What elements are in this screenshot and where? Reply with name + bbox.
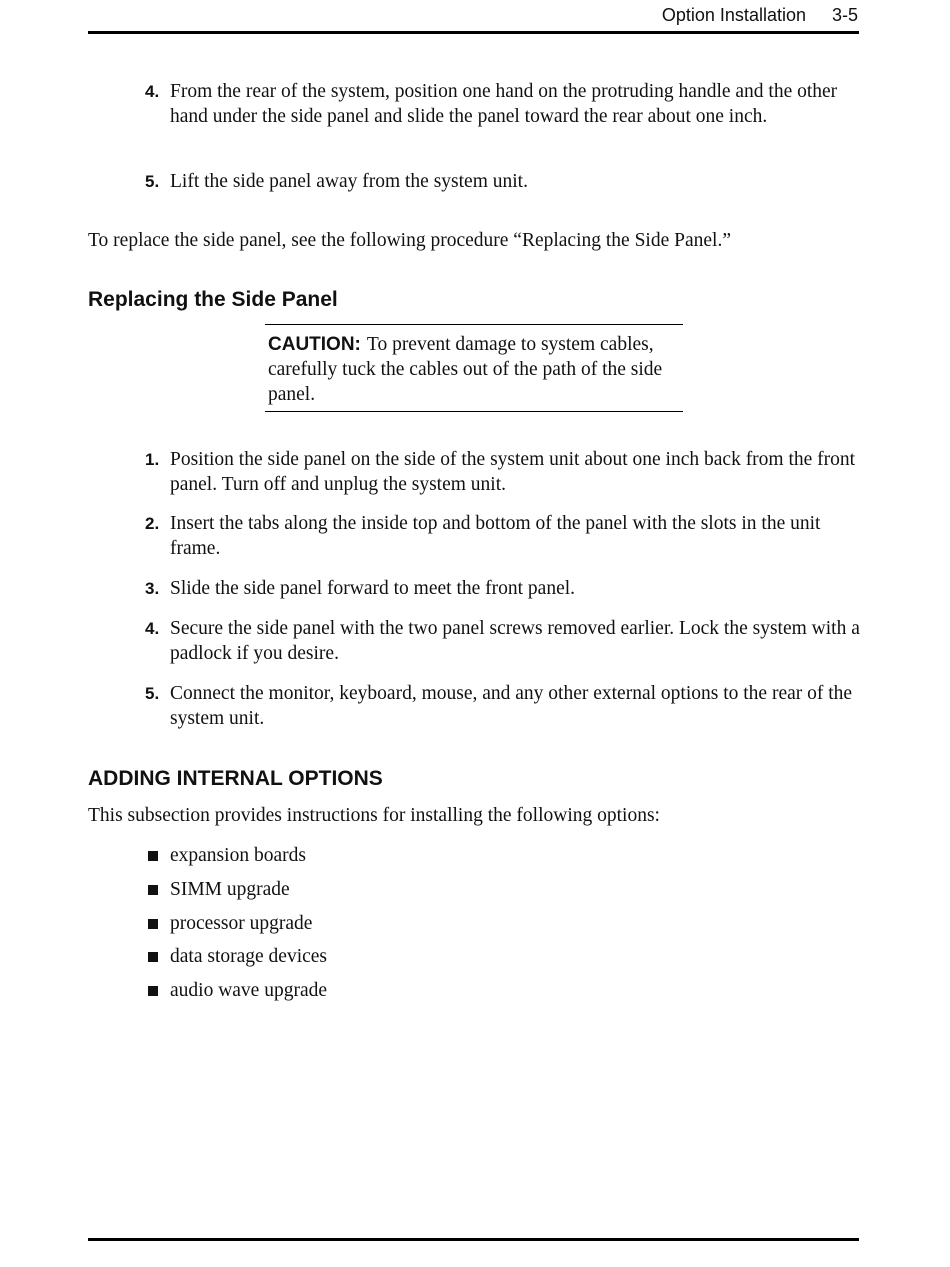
step-number: 5.: [145, 684, 160, 703]
adding-options-heading: ADDING INTERNAL OPTIONS: [88, 767, 383, 790]
step-number: 4.: [145, 619, 160, 638]
step-number: 3.: [145, 579, 160, 598]
option-list-item: [145, 843, 745, 868]
step-text: Position the side panel on the side of the system unit about one inch back from the front panel. Turn off and unplug the system unit.: [170, 449, 856, 495]
step-text: Insert the tabs along the inside top and bottom of the panel with the slots in the unit frame.: [170, 513, 821, 559]
caution-box: [265, 324, 683, 412]
replacing-heading: Replacing the Side Panel: [88, 288, 338, 311]
caution-notice: [268, 332, 678, 407]
footer-rule: [88, 1238, 859, 1241]
square-bullet-icon: [148, 851, 158, 861]
option-label: data storage devices: [170, 946, 328, 967]
square-bullet-icon: [148, 885, 158, 895]
adding-options-intro: This subsection provides instructions for installing the following options:: [88, 805, 660, 826]
square-bullet-icon: [148, 919, 158, 929]
option-label: audio wave upgrade: [170, 980, 328, 1001]
step-number: 1.: [145, 450, 160, 469]
step-text: From the rear of the system, position one hand on the protruding handle and the other hand under the side panel and slide the panel toward the rear about one inch.: [170, 81, 838, 127]
option-list-item: [145, 877, 745, 902]
caution-label: CAUTION:: [268, 334, 361, 355]
option-label: processor upgrade: [170, 913, 313, 934]
running-header: [662, 4, 858, 26]
step-text: Secure the side panel with the two panel screws removed earlier. Lock the system with a padlock if you desire.: [170, 618, 860, 664]
step-text: Connect the monitor, keyboard, mouse, and any other external options to the rear of the system unit.: [170, 683, 853, 729]
replace-note: To replace the side panel, see the following procedure “Replacing the Side Panel.”: [88, 230, 731, 251]
step-text: Slide the side panel forward to meet the front panel.: [170, 578, 576, 599]
step-text: Lift the side panel away from the system unit.: [170, 171, 528, 192]
header-rule: [88, 31, 859, 34]
square-bullet-icon: [148, 986, 158, 996]
option-label: expansion boards: [170, 845, 306, 866]
step-number: 2.: [145, 514, 160, 533]
option-list-item: [145, 978, 745, 1003]
option-label: SIMM upgrade: [170, 879, 290, 900]
square-bullet-icon: [148, 952, 158, 962]
step-number: 5.: [145, 172, 160, 191]
option-list-item: [145, 944, 745, 969]
step-number: 4.: [145, 82, 160, 101]
page-number: 3-5: [831, 5, 858, 25]
section-title: Option Installation: [661, 5, 806, 25]
caution-text: To prevent damage to system cables, carefully tuck the cables out of the path of the side panel.: [268, 334, 663, 405]
option-list-item: [145, 911, 745, 936]
